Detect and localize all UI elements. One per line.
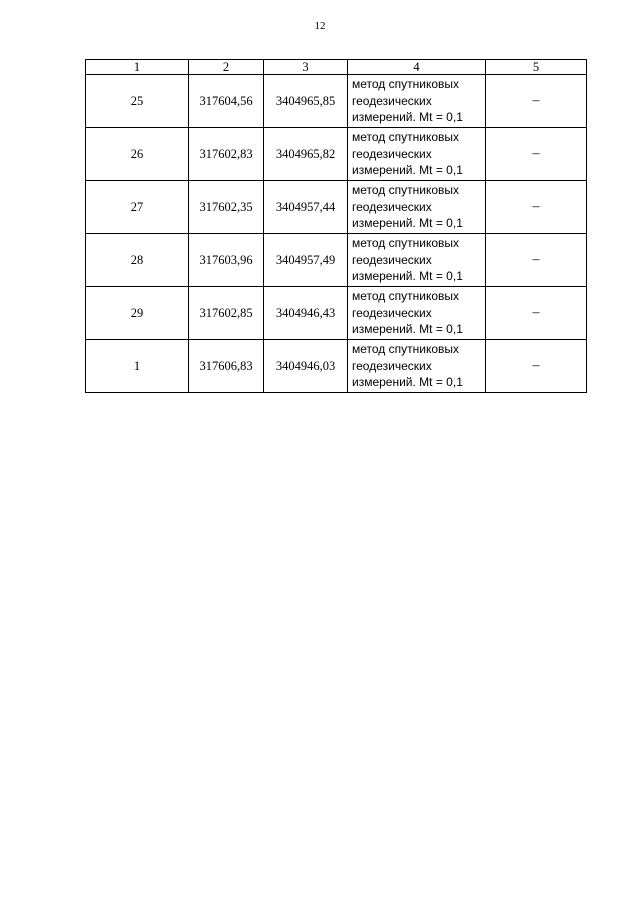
- column-header: 4: [348, 60, 486, 75]
- note-cell: –: [486, 287, 587, 340]
- y-coordinate-cell: 3404957,49: [264, 234, 348, 287]
- x-coordinate-cell: 317602,85: [189, 287, 264, 340]
- point-number-cell: 26: [86, 128, 189, 181]
- method-cell: [348, 75, 486, 128]
- method-line: измерений. Mt = 0,1: [352, 269, 463, 284]
- x-coordinate-cell: 317606,83: [189, 340, 264, 393]
- table-header-row: [86, 60, 587, 75]
- point-number-cell: 1: [86, 340, 189, 393]
- method-line: геодезических: [352, 93, 432, 108]
- column-header: 3: [264, 60, 348, 75]
- page-number: 12: [314, 20, 326, 32]
- method-line: геодезических: [352, 199, 432, 214]
- x-coordinate-cell: 317602,83: [189, 128, 264, 181]
- note-cell: –: [486, 128, 587, 181]
- method-line: метод спутниковых: [352, 77, 460, 92]
- method-line: измерений. Mt = 0,1: [352, 375, 463, 390]
- method-line: измерений. Mt = 0,1: [352, 322, 463, 337]
- method-line: метод спутниковых: [352, 183, 460, 198]
- note-cell: –: [486, 234, 587, 287]
- method-line: метод спутниковых: [352, 236, 460, 251]
- method-line: геодезических: [352, 252, 432, 267]
- method-line: измерений. Mt = 0,1: [352, 110, 463, 125]
- point-number-cell: 29: [86, 287, 189, 340]
- table-row: [86, 128, 587, 181]
- x-coordinate-cell: 317602,35: [189, 181, 264, 234]
- table-row: [86, 75, 587, 128]
- column-header: 2: [189, 60, 264, 75]
- point-number-cell: 28: [86, 234, 189, 287]
- x-coordinate-cell: 317603,96: [189, 234, 264, 287]
- table-row: [86, 340, 587, 393]
- point-number-cell: 25: [86, 75, 189, 128]
- y-coordinate-cell: 3404957,44: [264, 181, 348, 234]
- coordinates-table: [85, 59, 587, 393]
- method-line: измерений. Mt = 0,1: [352, 163, 463, 178]
- y-coordinate-cell: 3404965,85: [264, 75, 348, 128]
- note-cell: –: [486, 340, 587, 393]
- point-number-cell: 27: [86, 181, 189, 234]
- column-header: 1: [86, 60, 189, 75]
- method-cell: [348, 287, 486, 340]
- table-row: [86, 181, 587, 234]
- y-coordinate-cell: 3404965,82: [264, 128, 348, 181]
- method-line: геодезических: [352, 358, 432, 373]
- method-cell: [348, 340, 486, 393]
- method-line: геодезических: [352, 146, 432, 161]
- method-line: метод спутниковых: [352, 130, 460, 145]
- y-coordinate-cell: 3404946,43: [264, 287, 348, 340]
- method-line: измерений. Mt = 0,1: [352, 216, 463, 231]
- method-cell: [348, 234, 486, 287]
- method-cell: [348, 181, 486, 234]
- table-row: [86, 234, 587, 287]
- table-row: [86, 287, 587, 340]
- method-line: метод спутниковых: [352, 342, 460, 357]
- y-coordinate-cell: 3404946,03: [264, 340, 348, 393]
- method-line: геодезических: [352, 305, 432, 320]
- method-cell: [348, 128, 486, 181]
- column-header: 5: [486, 60, 587, 75]
- note-cell: –: [486, 75, 587, 128]
- method-line: метод спутниковых: [352, 289, 460, 304]
- x-coordinate-cell: 317604,56: [189, 75, 264, 128]
- note-cell: –: [486, 181, 587, 234]
